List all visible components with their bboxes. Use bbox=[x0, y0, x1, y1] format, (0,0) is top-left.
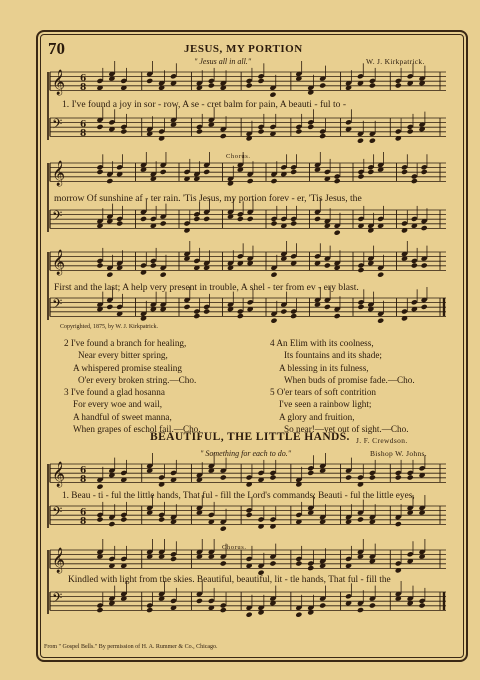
hymn2-lyric-line-2: Kindled with light from the skies. Beautiful, beautiful, lit - tle hands, That ful - fill the bbox=[68, 575, 391, 585]
note-head bbox=[247, 178, 254, 184]
note-head bbox=[290, 220, 297, 226]
time-signature: 6 bbox=[80, 508, 87, 518]
note-head bbox=[295, 612, 302, 618]
note-head bbox=[307, 470, 314, 476]
treble-clef-icon: 𝄞 bbox=[52, 250, 66, 275]
hymn1-copyright: Copyrighted, 1875, by W. J. Kirkpatrick. bbox=[60, 324, 158, 330]
note-head bbox=[395, 82, 402, 88]
note-head bbox=[395, 521, 402, 527]
hymn1-tempo: " Jesus all in all." bbox=[194, 57, 252, 66]
verse-line: A glory and fruition, bbox=[279, 411, 355, 422]
note-head bbox=[369, 474, 376, 480]
note-head bbox=[246, 512, 253, 518]
verse-line: A handful of sweet manna, bbox=[73, 411, 172, 422]
note-head bbox=[295, 560, 302, 566]
note-head bbox=[193, 216, 200, 222]
note-head bbox=[334, 230, 341, 236]
bass-clef-icon: 𝄢 bbox=[52, 504, 63, 523]
note-head bbox=[96, 124, 103, 130]
verse-line: So near!—yet out of sight.—Cho. bbox=[284, 424, 409, 435]
note-head bbox=[334, 178, 341, 184]
note-head bbox=[170, 556, 177, 562]
time-signature: 6 bbox=[80, 74, 87, 84]
note-head bbox=[146, 78, 153, 84]
note-head bbox=[270, 178, 277, 184]
note-head bbox=[369, 82, 376, 88]
note-head bbox=[314, 216, 321, 222]
note-head bbox=[220, 474, 227, 480]
note-head bbox=[395, 474, 402, 480]
note-head bbox=[196, 598, 203, 604]
note-head bbox=[237, 216, 244, 222]
hymn1-chorus-label: Chorus. bbox=[226, 153, 251, 160]
note-head bbox=[357, 304, 364, 310]
note-head bbox=[324, 262, 331, 268]
note-head bbox=[369, 602, 376, 608]
verse-number: 4 bbox=[270, 338, 275, 348]
note-head bbox=[246, 82, 253, 88]
treble-clef-icon: 𝄞 bbox=[52, 161, 66, 186]
verse-line: I've seen a rainbow light; bbox=[279, 399, 372, 410]
note-head bbox=[269, 474, 276, 480]
note-head bbox=[106, 304, 113, 310]
note-head bbox=[270, 318, 277, 324]
note-head bbox=[319, 602, 326, 608]
note-head bbox=[220, 133, 227, 139]
note-head bbox=[269, 560, 276, 566]
note-head bbox=[367, 169, 374, 175]
note-head bbox=[290, 169, 297, 175]
verse-line: I've found a glad hosanna bbox=[70, 387, 165, 397]
time-signature: 8 bbox=[80, 129, 87, 139]
bass-clef-icon: 𝄢 bbox=[52, 590, 63, 609]
note-head bbox=[140, 216, 147, 222]
hymn1-lyric-line-1: 1. I've found a joy in sor - row, A se - cret balm for pain, A beauti - ful to - bbox=[62, 99, 347, 110]
note-head bbox=[295, 128, 302, 134]
bass-clef-icon: 𝄢 bbox=[52, 116, 63, 135]
note-head bbox=[407, 474, 414, 480]
note-head bbox=[377, 272, 384, 278]
note-head bbox=[270, 220, 277, 226]
note-head bbox=[183, 304, 190, 310]
time-signature: 8 bbox=[80, 475, 87, 485]
verse-number: 5 bbox=[270, 387, 275, 397]
note-head bbox=[421, 169, 428, 175]
verse-line: O'er every broken string.—Cho. bbox=[78, 375, 197, 386]
note-head bbox=[257, 128, 264, 134]
note-head bbox=[270, 272, 277, 278]
verse-4 bbox=[270, 337, 415, 387]
verse-line: A blessing in its fulness, bbox=[279, 362, 369, 373]
note-head bbox=[96, 262, 103, 268]
note-head bbox=[357, 607, 364, 613]
hymn2-footer: From " Gospel Bells." By permission of H. A. Rummer & Co., Chicago. bbox=[44, 644, 218, 650]
note-head bbox=[280, 308, 287, 314]
note-head bbox=[96, 169, 103, 175]
note-head bbox=[421, 262, 428, 268]
note-head bbox=[160, 272, 167, 278]
note-head bbox=[411, 262, 418, 268]
note-head bbox=[307, 124, 314, 130]
verse-line: A whispered promise stealing bbox=[73, 362, 182, 373]
hymn1-lyric-line-3: First and the last; A help very present in trouble, A shel - ter from ev - ery blast. bbox=[54, 282, 359, 293]
note-head bbox=[120, 128, 127, 134]
note-head bbox=[203, 169, 210, 175]
note-head bbox=[220, 560, 227, 566]
note-head bbox=[158, 516, 165, 522]
note-head bbox=[421, 225, 428, 231]
hymn2-author: Bishop W. Johns. bbox=[370, 449, 427, 458]
note-head bbox=[411, 178, 418, 184]
hymn2-lyric-line-1: 1. Beau - ti - ful the little hands, That ful - fill the Lord's commands; Beauti - ful the little eyes, bbox=[62, 491, 415, 501]
note-head bbox=[357, 173, 364, 179]
note-head bbox=[220, 607, 227, 613]
note-head bbox=[307, 565, 314, 571]
note-head bbox=[290, 313, 297, 319]
verse-number: 2 bbox=[64, 338, 69, 348]
time-signature: 8 bbox=[80, 517, 87, 527]
note-head bbox=[246, 612, 253, 618]
page-number: 70 bbox=[48, 39, 65, 58]
note-head bbox=[319, 82, 326, 88]
note-head bbox=[96, 516, 103, 522]
note-head bbox=[160, 169, 167, 175]
verse-line: When buds of promise fade.—Cho. bbox=[284, 375, 415, 386]
note-head bbox=[401, 169, 408, 175]
note-head bbox=[120, 516, 127, 522]
verse-line: When grapes of eschol fail.—Cho. bbox=[73, 424, 201, 435]
note-head bbox=[324, 304, 331, 310]
note-head bbox=[369, 138, 376, 144]
time-signature: 6 bbox=[80, 466, 87, 476]
hymn2-title: BEAUTIFUL, THE LITTLE HANDS. bbox=[150, 431, 350, 443]
note-head bbox=[407, 128, 414, 134]
note-head bbox=[345, 474, 352, 480]
verse-author: J. F. Crewdson. bbox=[356, 436, 408, 445]
note-head bbox=[269, 92, 276, 98]
note-head bbox=[106, 272, 113, 278]
verse-2 bbox=[64, 337, 196, 387]
note-head bbox=[319, 133, 326, 139]
note-head bbox=[196, 128, 203, 134]
note-head bbox=[160, 220, 167, 226]
verse-3 bbox=[64, 386, 201, 436]
note-head bbox=[419, 602, 426, 608]
note-head bbox=[150, 262, 157, 268]
note-head bbox=[357, 516, 364, 522]
verse-line: For every woe and wail, bbox=[73, 399, 163, 410]
hymn2-tempo: " Something for each to do." bbox=[200, 449, 292, 458]
note-head bbox=[116, 220, 123, 226]
hymn1-lyric-line-2: morrow Of sunshine af - ter rain. 'Tis Jesus, my portion forev - er, 'Tis Jesus, the bbox=[54, 193, 362, 204]
note-head bbox=[357, 138, 364, 144]
verse-line: Its fountains and its shade; bbox=[284, 350, 382, 361]
note-head bbox=[96, 484, 103, 490]
treble-clef-icon: 𝄞 bbox=[52, 462, 66, 487]
note-head bbox=[357, 267, 364, 273]
time-signature: 8 bbox=[80, 83, 87, 93]
note-head bbox=[203, 216, 210, 222]
time-signature: 6 bbox=[80, 120, 87, 130]
bass-clef-icon: 𝄢 bbox=[52, 208, 63, 227]
note-head bbox=[237, 313, 244, 319]
note-head bbox=[377, 318, 384, 324]
verse-line: An Elim with its coolness, bbox=[276, 338, 374, 348]
note-head bbox=[108, 521, 115, 527]
note-head bbox=[334, 313, 341, 319]
hymn1-title: JESUS, MY PORTION bbox=[184, 43, 303, 55]
hymn2-chorus-label: Chorus. bbox=[222, 544, 247, 551]
note-head bbox=[220, 526, 227, 532]
verse-line: Near every bitter spring, bbox=[78, 350, 168, 361]
note-head bbox=[247, 216, 254, 222]
bass-clef-icon: 𝄢 bbox=[52, 296, 63, 315]
note-head bbox=[193, 313, 200, 319]
note-head bbox=[146, 607, 153, 613]
hymn1-author: W. J. Kirkpatrick. bbox=[366, 57, 425, 66]
note-head bbox=[257, 78, 264, 84]
verse-line: O'er tears of soft contrition bbox=[276, 387, 377, 397]
verse-number: 3 bbox=[64, 387, 69, 397]
note-head bbox=[96, 607, 103, 613]
note-head bbox=[208, 82, 215, 88]
treble-clef-icon: 𝄞 bbox=[52, 548, 66, 573]
verse-line: I've found a branch for healing, bbox=[70, 338, 187, 348]
note-head bbox=[203, 308, 210, 314]
verse-5 bbox=[270, 386, 409, 436]
note-head bbox=[106, 178, 113, 184]
treble-clef-icon: 𝄞 bbox=[52, 70, 66, 95]
note-head bbox=[421, 304, 428, 310]
